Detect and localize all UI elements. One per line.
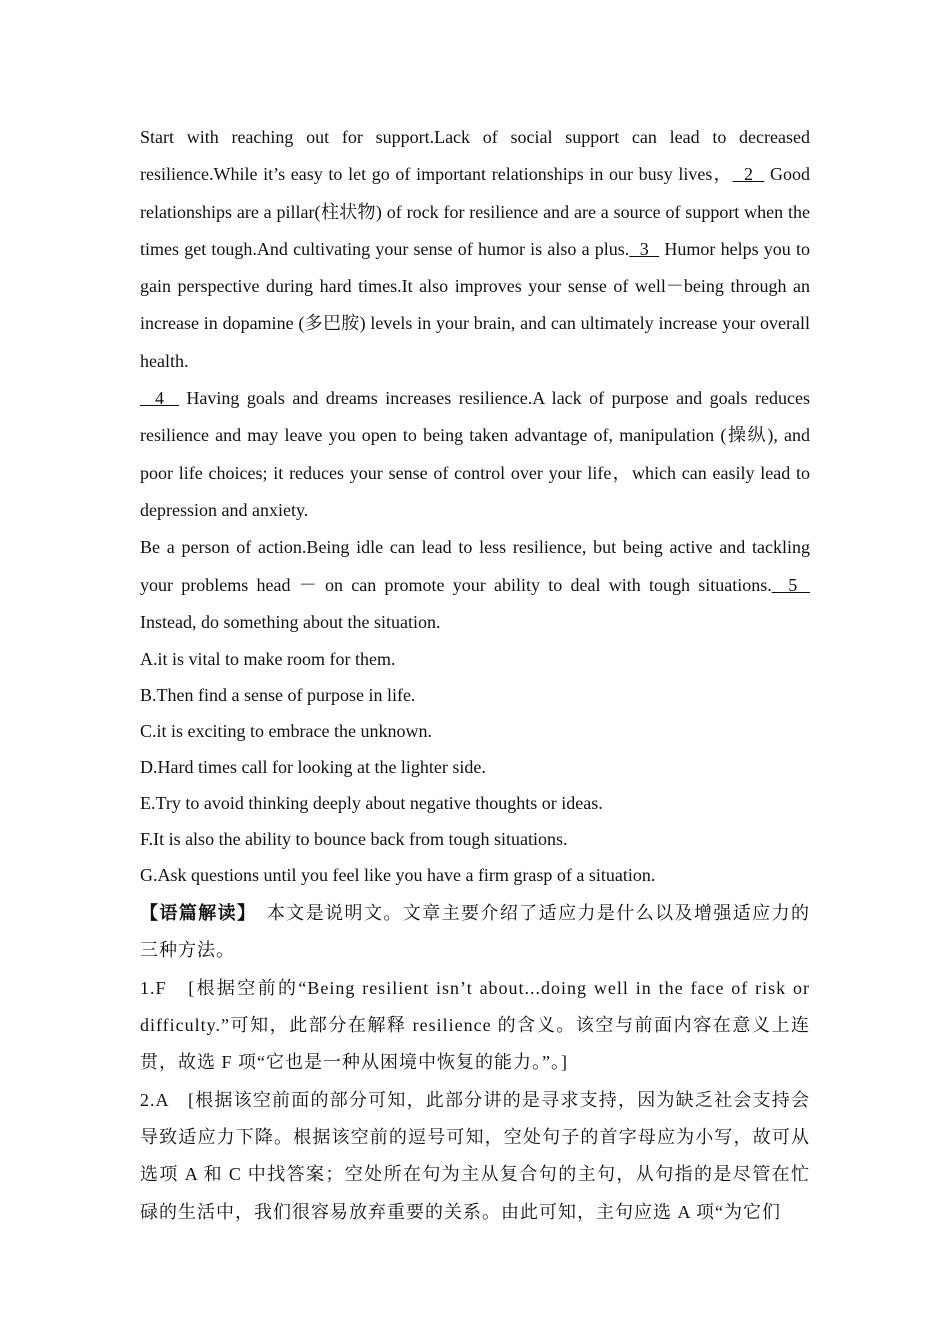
analysis-summary bbox=[140, 895, 810, 970]
option-b: B.Then find a sense of purpose in life. bbox=[140, 685, 416, 706]
passage-text: Be a person of action.Being idle can lead to less resilience, but being active and tackling your problems head － on can promote your ability to deal with tough situations. bbox=[140, 537, 810, 595]
passage-text: Humor helps you to gain perspective during hard times.It also improves your sense of well－being through an increase in dopamine (多巴胺) levels in your brain, and can ultimately increase your overall health. bbox=[140, 238, 810, 371]
option-g: G.Ask questions until you feel like you have a firm grasp of a situation. bbox=[140, 865, 656, 886]
option-a: A.it is vital to make room for them. bbox=[140, 649, 396, 670]
answer-options bbox=[140, 641, 810, 893]
analysis-summary-text: 本文是说明文。文章主要介绍了适应力是什么以及增强适应力的三种方法。 bbox=[140, 903, 811, 961]
blank-5: 5 bbox=[771, 574, 811, 595]
blank-3: 3 bbox=[629, 238, 660, 259]
blank-2: 2 bbox=[732, 164, 765, 185]
option-e: E.Try to avoid thinking deeply about negative thoughts or ideas. bbox=[140, 793, 603, 814]
option-d: D.Hard times call for looking at the lighter side. bbox=[140, 757, 486, 778]
analysis-item-1: 1.F [根据空前的“Being resilient isn’t about...doing well in the face of risk or difficulty.”可知，此部分在解释 resilience 的含义。该空与前面内容在意义上连贯，故选 F 项“它也是一种从困境中恢复的能力。”。] bbox=[140, 977, 810, 1073]
option-f: F.It is also the ability to bounce back from tough situations. bbox=[140, 829, 568, 850]
passage-text: Start with reaching out for support.Lack of social support can lead to decreased resilience.While it’s easy to let go of important relationships in our busy lives， bbox=[140, 127, 810, 185]
analysis-label: 【语篇解读】 bbox=[140, 903, 248, 924]
analysis-item-2: 2.A [根据该空前面的部分可知，此部分讲的是寻求支持，因为缺乏社会支持会导致适应力下降。根据该空前的逗号可知，空处句子的首字母应为小写，故可从选项 A 和 C 中找答案；空处所在句为主从复合句的主句，从句指的是尽管在忙碌的生活中，我们很容易放弃重要的关系。由此可知，主句应选 A 项“为它们 bbox=[140, 1089, 810, 1222]
option-c: C.it is exciting to embrace the unknown. bbox=[140, 721, 432, 742]
passage-paragraph-action bbox=[140, 529, 810, 641]
passage-paragraph-support bbox=[140, 119, 810, 380]
passage-text: Instead, do something about the situation. bbox=[140, 611, 441, 632]
analysis-section bbox=[140, 895, 810, 1231]
document-content bbox=[140, 119, 810, 1231]
passage-paragraph-goals bbox=[140, 380, 810, 529]
blank-4: 4 bbox=[140, 388, 179, 409]
passage-text: Good relationships are a pillar(柱状物) of rock for resilience and are a source of support when the times get tough.And cultivating your sense of humor is also a plus. bbox=[140, 164, 811, 259]
passage-text: Having goals and dreams increases resilience.A lack of purpose and goals reduces resilience and may leave you open to being taken advantage of, manipulation (操纵), and poor life choices; it reduces your sense of control over your life，which can easily lead to depression and anxiety. bbox=[140, 388, 811, 520]
